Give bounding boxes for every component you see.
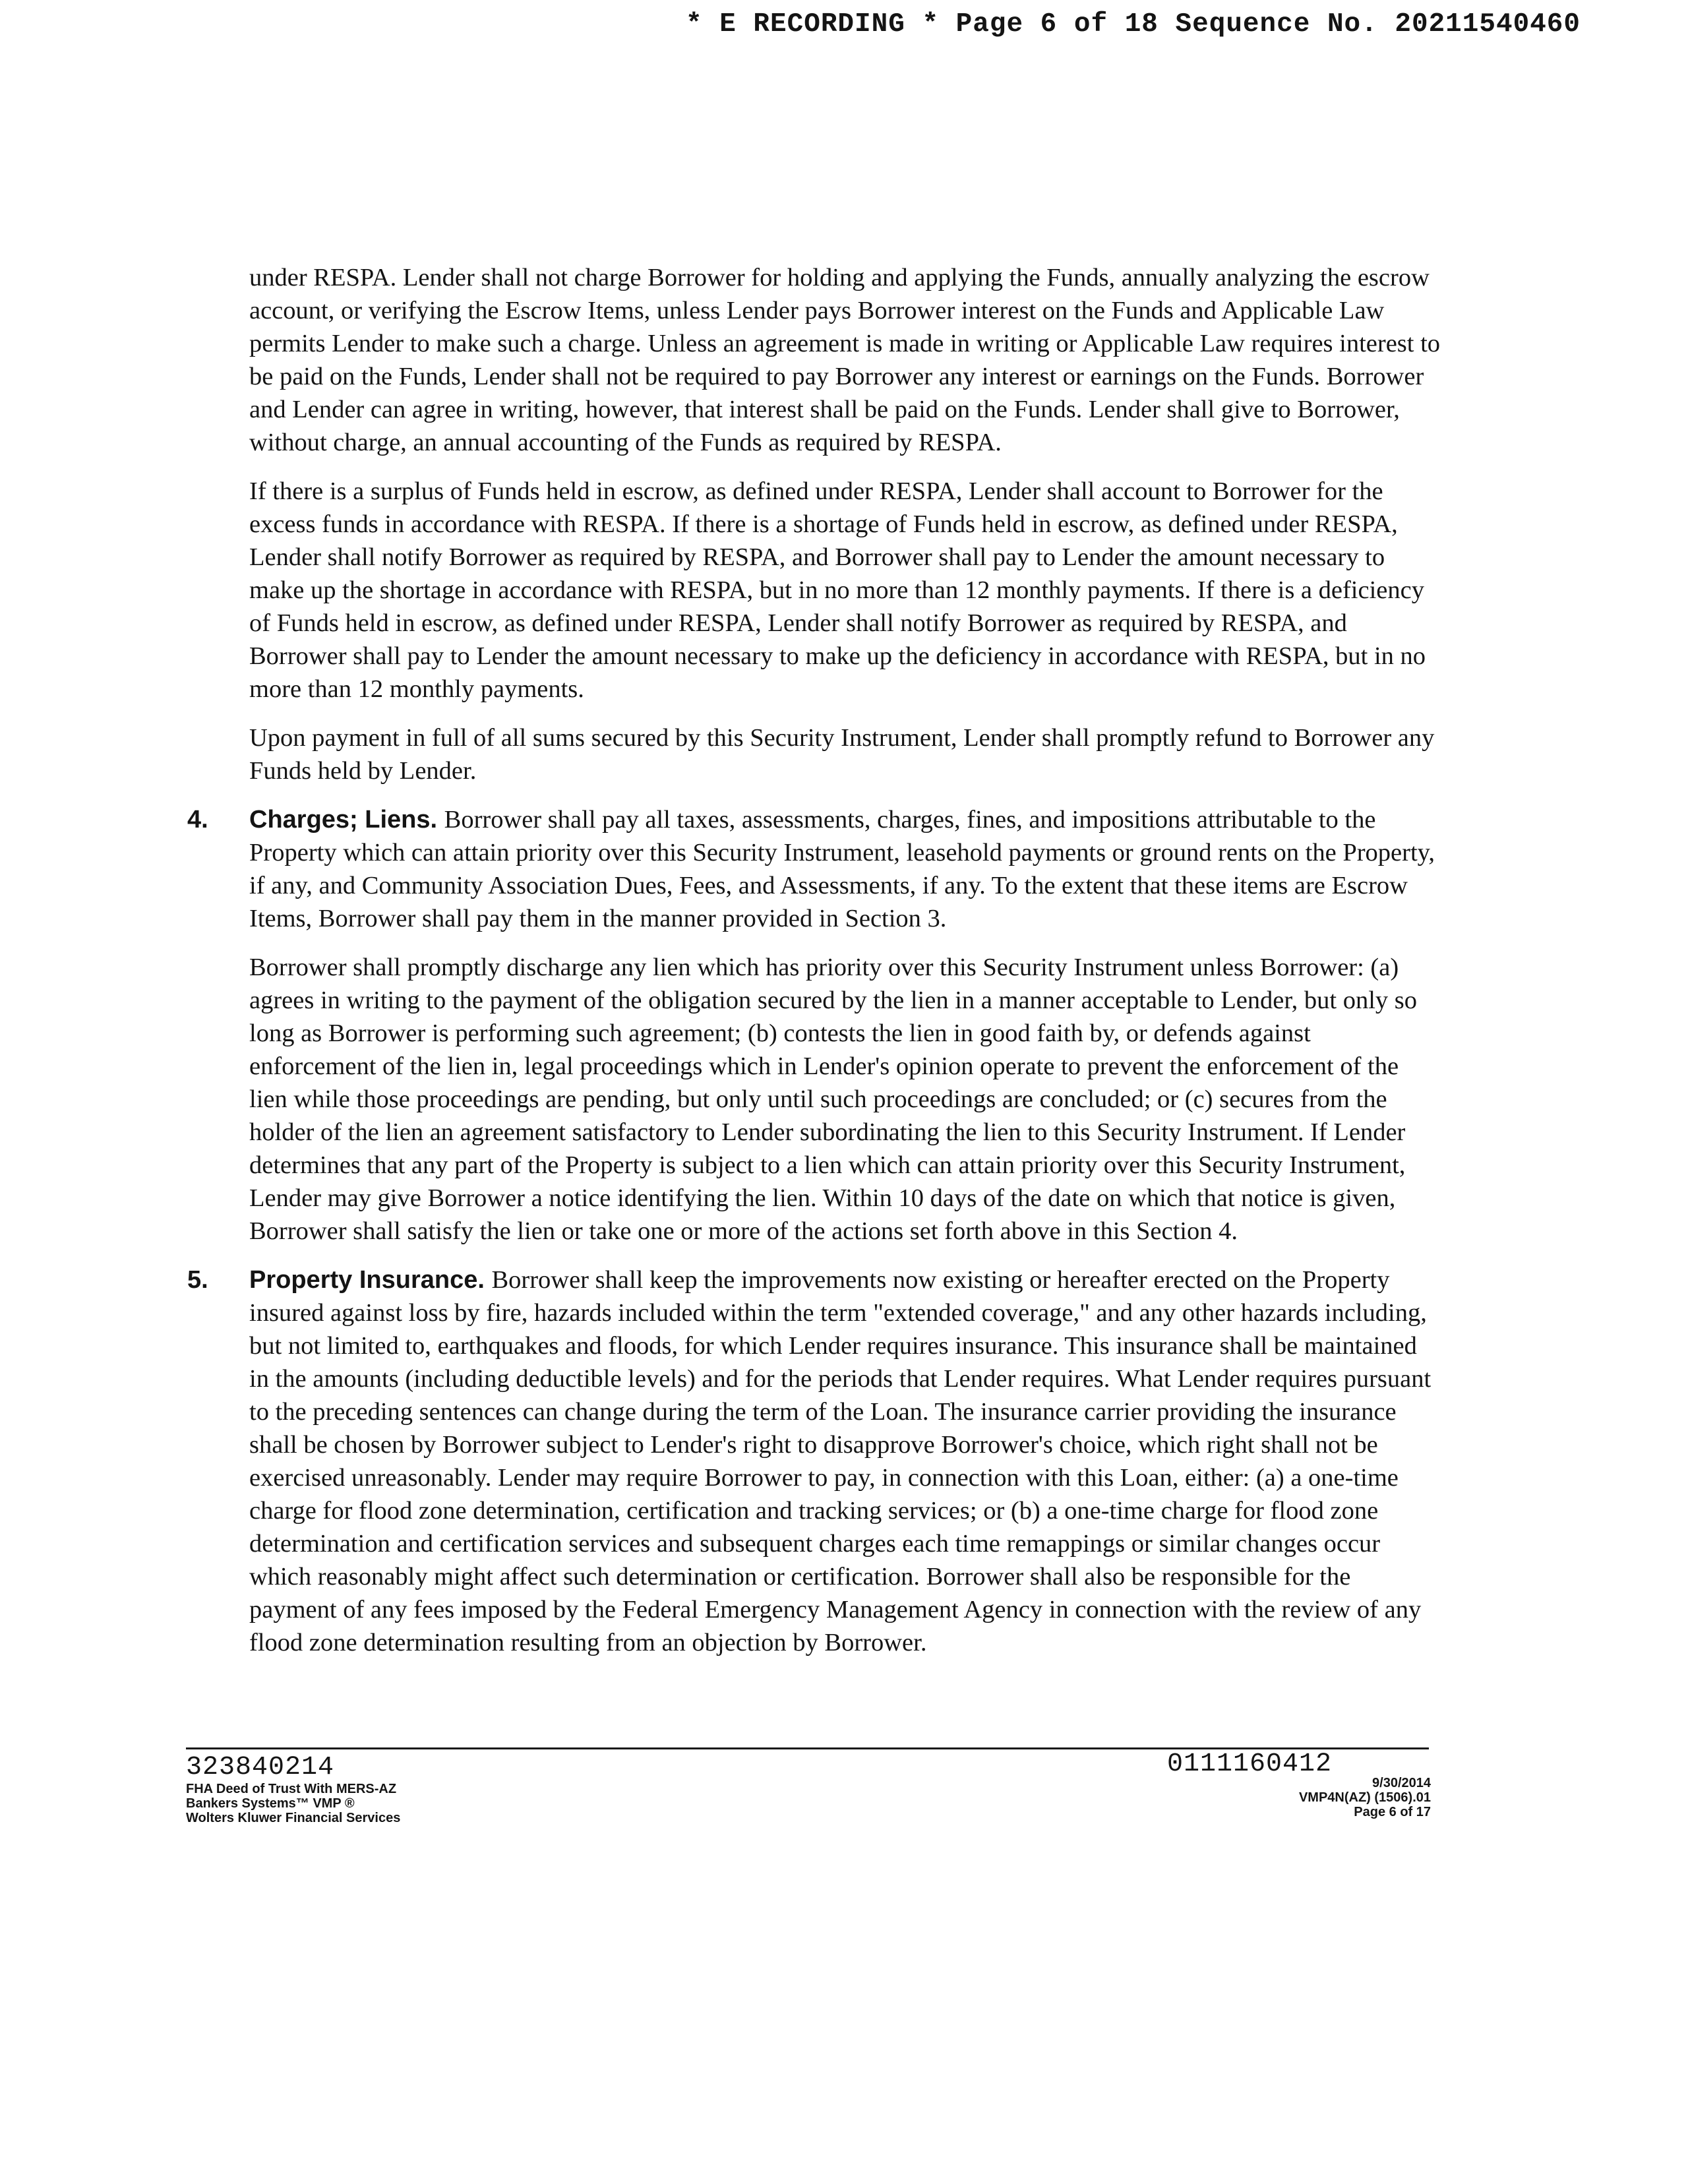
footer-right-details bbox=[1299, 1776, 1431, 1819]
paragraph-lien-discharge: Borrower shall promptly discharge any lien which has priority over this Security Instrument unless Borrower: (a) agrees in writing to the payment of the obligation secured by the lien in a manner acceptable to Lender, but only so long as Borrower is performing such agreement; (b) contests the lien in good faith by, or defends against enforcement of the lien in, legal proceedings which in Lender's opinion operate to prevent the enforcement of the lien while those proceedings are pending, but only until such proceedings are concluded; or (c) secures from the holder of the lien an agreement satisfactory to Lender subordinating the lien to this Security Instrument. If Lender determines that any part of the Property is subject to a lien which can attain priority over this Security Instrument, Lender may give Borrower a notice identifying the lien. Within 10 days of the date on which that notice is given, Borrower shall satisfy the lien or take one or more of the actions set forth above in this Section 4. bbox=[249, 954, 1418, 1245]
paragraph-surplus-shortage: If there is a surplus of Funds held in escrow, as defined under RESPA, Lender shall account to Borrower for the excess funds in accordance with RESPA. If there is a shortage of Funds held in escrow, as defined under RESPA, Lender shall notify Borrower as required by RESPA, and Borrower shall pay to Lender the amount necessary to make up the shortage in accordance with RESPA, but in no more than 12 monthly payments. If there is a deficiency of Funds held in escrow, as defined under RESPA, Lender shall notify Borrower as required by RESPA, and Borrower shall pay to Lender the amount necessary to make up the deficiency in accordance with RESPA, but in no more than 12 monthly payments. bbox=[249, 477, 1426, 703]
section-5-number: 5. bbox=[187, 1266, 208, 1294]
document-body bbox=[187, 261, 1443, 1675]
section-4 bbox=[187, 803, 1443, 935]
section-4-number: 4. bbox=[187, 806, 208, 834]
footer-right bbox=[1167, 1749, 1431, 1819]
section-5-heading: Property Insurance. bbox=[249, 1266, 492, 1294]
form-date: 9/30/2014 bbox=[1372, 1776, 1431, 1790]
paragraph-respa-funds: under RESPA. Lender shall not charge Borrower for holding and applying the Funds, annually analyzing the escrow account, or verifying the Escrow Items, unless Lender pays Borrower interest on the Funds and Applicable Law permits Lender to make such a charge. Unless an agreement is made in writing or Applicable Law requires interest to be paid on the Funds, Lender shall not be required to pay Borrower any interest or earnings on the Funds. Borrower and Lender can agree in writing, however, that interest shall be paid on the Funds. Lender shall give to Borrower, without charge, an annual accounting of the Funds as required by RESPA. bbox=[249, 264, 1441, 456]
section-4-text: Borrower shall pay all taxes, assessments, charges, fines, and impositions attributable to the Property which can attain priority over this Security Instrument, leasehold payments or ground rents on the Property, if any, and Community Association Dues, Fees, and Assessments, if any. To the extent that these items are Escrow Items, Borrower shall pay them in the manner provided in Section 3. bbox=[249, 806, 1435, 932]
section-5 bbox=[187, 1263, 1443, 1659]
section-4-heading: Charges; Liens. bbox=[249, 806, 444, 834]
recording-header: * E RECORDING * Page 6 of 18 Sequence No. 20211540460 bbox=[686, 9, 1581, 40]
loan-number: 323840214 bbox=[186, 1753, 335, 1782]
paragraph-refund: Upon payment in full of all sums secured by this Security Instrument, Lender shall promptly refund to Borrower any Funds held by Lender. bbox=[249, 724, 1435, 785]
reference-number: 0111160412 bbox=[1167, 1749, 1333, 1779]
footer-left bbox=[186, 1754, 400, 1825]
form-code: VMP4N(AZ) (1506).01 bbox=[1298, 1790, 1431, 1805]
page-label: Page 6 of 17 bbox=[1354, 1805, 1431, 1819]
form-name: FHA Deed of Trust With MERS-AZ bbox=[186, 1782, 397, 1796]
section-5-text: Borrower shall keep the improvements now existing or hereafter erected on the Property insured against loss by fire, hazards included within the term "extended coverage," and any other hazards including, but not limited to, earthquakes and floods, for which Lender requires insurance. This insurance shall be maintained in the amounts (including deductible levels) and for the periods that Lender requires. What Lender requires pursuant to the preceding sentences can change during the term of the Loan. The insurance carrier providing the insurance shall be chosen by Borrower subject to Lender's right to disapprove Borrower's choice, which right shall not be exercised unreasonably. Lender may require Borrower to pay, in connection with this Loan, either: (a) a one-time charge for flood zone determination, certification and tracking services; or (b) a one-time charge for flood zone determination and certification services and subsequent charges each time remappings or similar changes occur which reasonably might affect such determination or certification. Borrower shall also be responsible for the payment of any fees imposed by the Federal Emergency Management Agency in connection with the review of any flood zone determination resulting from an objection by Borrower. bbox=[249, 1266, 1432, 1656]
publisher-name: Wolters Kluwer Financial Services bbox=[186, 1811, 401, 1825]
vendor-name: Bankers Systems™ VMP ® bbox=[186, 1796, 355, 1811]
